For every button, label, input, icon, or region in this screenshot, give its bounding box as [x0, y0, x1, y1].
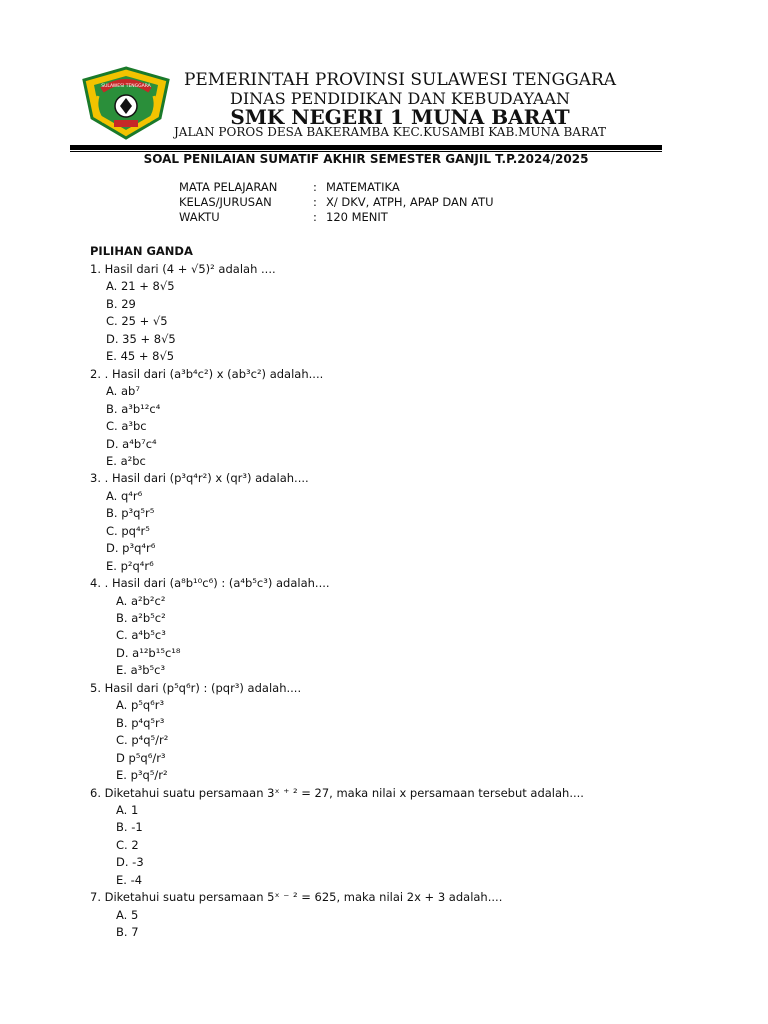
answer-option: E. a²bc: [106, 454, 146, 468]
answer-option: D. a¹²b¹⁵c¹⁸: [116, 646, 181, 660]
answer-option: B. a³b¹²c⁴: [106, 402, 161, 416]
header-divider-thick: [70, 145, 662, 150]
school-logo: [80, 66, 172, 140]
info-value: X/ DKV, ATPH, APAP DAN ATU: [326, 195, 494, 209]
info-key: MATA PELAJARAN: [179, 180, 278, 194]
info-colon: :: [313, 195, 317, 209]
info-value: 120 MENIT: [326, 210, 388, 224]
answer-option: A. q⁴r⁶: [106, 489, 143, 503]
answer-option: B. -1: [116, 820, 143, 834]
answer-option: C. a³bc: [106, 419, 147, 433]
answer-option: D p⁵q⁶/r³: [116, 751, 166, 765]
answer-option: B. 7: [116, 925, 139, 939]
section-title: PILIHAN GANDA: [90, 244, 193, 258]
answer-option: C. p⁴q⁵/r²: [116, 733, 169, 747]
answer-option: E. 45 + 8√5: [106, 349, 175, 363]
answer-option: E. p²q⁴r⁶: [106, 559, 154, 573]
answer-option: A. p⁵q⁶r³: [116, 698, 165, 712]
header-address: JALAN POROS DESA BAKERAMBA KEC.KUSAMBI KAB.MUNA BARAT: [173, 125, 606, 139]
answer-option: D. 35 + 8√5: [106, 332, 176, 346]
exam-title: SOAL PENILAIAN SUMATIF AKHIR SEMESTER GANJIL T.P.2024/2025: [143, 152, 589, 166]
answer-option: C. 2: [116, 838, 139, 852]
answer-option: C. pq⁴r⁵: [106, 524, 150, 538]
header-school-name: SMK NEGERI 1 MUNA BARAT: [230, 105, 570, 129]
answer-option: A. a²b²c²: [116, 594, 166, 608]
answer-option: D. a⁴b⁷c⁴: [106, 437, 157, 451]
info-key: KELAS/JURUSAN: [179, 195, 272, 209]
answer-option: B. a²b⁵c²: [116, 611, 166, 625]
answer-option: A. 21 + 8√5: [106, 279, 175, 293]
info-colon: :: [313, 180, 317, 194]
answer-option: E. -4: [116, 873, 143, 887]
question-text: 5. Hasil dari (p⁵q⁶r) : (pqr³) adalah....: [90, 681, 302, 695]
answer-option: E. a³b⁵c³: [116, 663, 166, 677]
answer-option: D. p³q⁴r⁶: [106, 541, 156, 555]
answer-option: D. -3: [116, 855, 144, 869]
answer-option: C. a⁴b⁵c³: [116, 628, 166, 642]
header-department: DINAS PENDIDIKAN DAN KEBUDAYAAN: [230, 89, 570, 108]
info-key: WAKTU: [179, 210, 220, 224]
question-text: 7. Diketahui suatu persamaan 5ˣ ⁻ ² = 625, maka nilai 2x + 3 adalah....: [90, 890, 503, 904]
logo-ribbon-text: SULAWESI TENGGARA: [101, 84, 151, 89]
question-text: 6. Diketahui suatu persamaan 3ˣ ⁺ ² = 27, maka nilai x persamaan tersebut adalah....: [90, 786, 584, 800]
answer-option: A. ab⁷: [106, 384, 140, 398]
answer-option: E. p³q⁵/r²: [116, 768, 168, 782]
question-text: 2. . Hasil dari (a³b⁴c²) x (ab³c²) adalah....: [90, 367, 324, 381]
header-government: PEMERINTAH PROVINSI SULAWESI TENGGARA: [183, 70, 617, 90]
question-text: 1. Hasil dari (4 + √5)² adalah ....: [90, 262, 276, 276]
question-text: 4. . Hasil dari (a⁸b¹⁰c⁶) : (a⁴b⁵c³) adalah....: [90, 576, 330, 590]
answer-option: C. 25 + √5: [106, 314, 168, 328]
info-colon: :: [313, 210, 317, 224]
answer-option: B. p⁴q⁵r³: [116, 716, 165, 730]
answer-option: B. p³q⁵r⁵: [106, 506, 155, 520]
answer-option: A. 1: [116, 803, 139, 817]
answer-option: A. 5: [116, 908, 139, 922]
answer-option: B. 29: [106, 297, 136, 311]
question-text: 3. . Hasil dari (p³q⁴r²) x (qr³) adalah....: [90, 471, 309, 485]
info-value: MATEMATIKA: [326, 180, 400, 194]
